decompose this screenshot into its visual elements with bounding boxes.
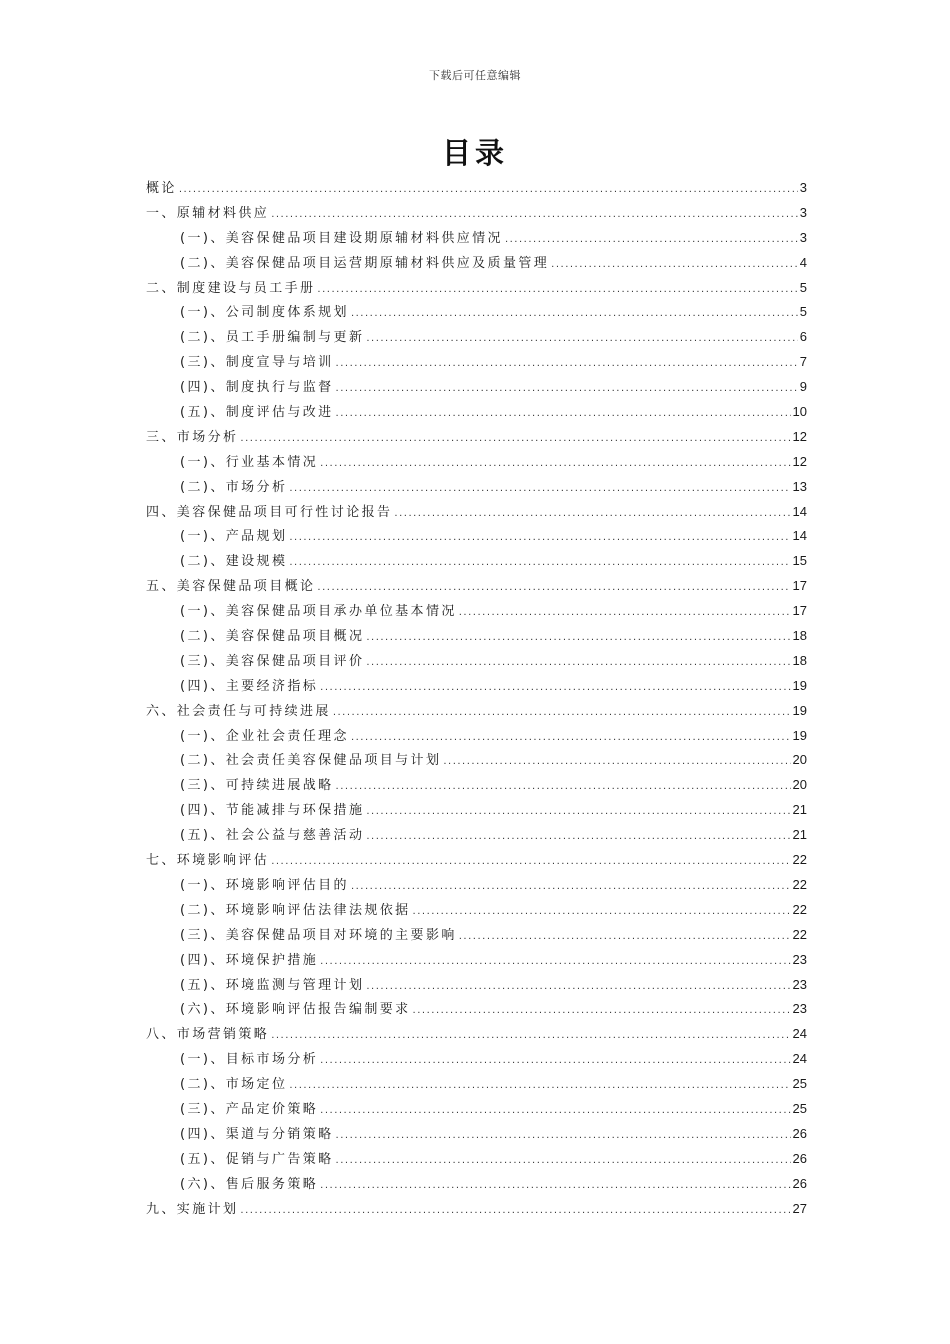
toc-dot-leader — [240, 1199, 790, 1224]
toc-page-number: 21 — [792, 827, 807, 843]
toc-page-number: 12 — [792, 428, 807, 444]
toc-page-number: 22 — [792, 926, 807, 942]
toc-dot-leader — [366, 651, 790, 676]
toc-entry-label: (二)、员工手册编制与更新 — [180, 330, 365, 346]
toc-dot-leader — [271, 203, 798, 228]
toc-entry[interactable] — [146, 1172, 807, 1197]
toc-page-number: 3 — [799, 180, 807, 195]
toc-page-number: 4 — [799, 254, 807, 270]
toc-entry[interactable] — [146, 1147, 807, 1172]
toc-entry[interactable] — [146, 176, 807, 201]
toc-entry[interactable] — [146, 1197, 807, 1222]
toc-page-number: 20 — [792, 777, 807, 793]
toc-entry-label: 七、环境影响评估 — [146, 853, 270, 869]
toc-entry[interactable] — [146, 748, 807, 773]
toc-page-number: 3 — [799, 204, 807, 220]
toc-page-number: 19 — [792, 727, 807, 743]
toc-dot-leader — [336, 377, 798, 402]
toc-entry-label: (一)、美容保健品项目承办单位基本情况 — [180, 604, 457, 620]
toc-page-number: 5 — [799, 304, 807, 320]
toc-dot-leader — [366, 825, 790, 850]
toc-entry-label: (三)、美容保健品项目对环境的主要影响 — [180, 927, 457, 943]
toc-entry-label: 六、社会责任与可持续进展 — [146, 703, 331, 719]
toc-entry-label: (四)、渠道与分销策略 — [180, 1126, 334, 1142]
toc-dot-leader — [505, 228, 798, 253]
toc-dot-leader — [271, 1024, 790, 1049]
toc-page-number: 13 — [792, 478, 807, 494]
toc-page-number: 24 — [792, 1051, 807, 1067]
toc-page-number: 22 — [792, 876, 807, 892]
toc-entry[interactable] — [146, 549, 807, 574]
toc-dot-leader — [413, 900, 791, 925]
toc-page-number: 17 — [792, 603, 807, 619]
toc-entry-label: (一)、产品规划 — [180, 529, 288, 545]
toc-entry[interactable] — [146, 848, 807, 873]
toc-dot-leader — [351, 726, 791, 751]
toc-entry[interactable] — [146, 973, 807, 998]
toc-entry-label: (四)、主要经济指标 — [180, 678, 319, 694]
toc-dot-leader — [366, 975, 790, 1000]
toc-dot-leader — [366, 626, 790, 651]
toc-entry-label: (二)、美容保健品项目概况 — [180, 629, 365, 645]
toc-page-number: 26 — [792, 1175, 807, 1191]
toc-entry-label: (五)、环境监测与管理计划 — [180, 977, 365, 993]
toc-entry[interactable] — [146, 649, 807, 674]
toc-entry[interactable] — [146, 475, 807, 500]
toc-page-number: 26 — [792, 1150, 807, 1166]
toc-entry[interactable] — [146, 1122, 807, 1147]
toc-dot-leader — [317, 278, 797, 303]
toc-page-number: 7 — [799, 354, 807, 370]
toc-entry-label: (三)、产品定价策略 — [180, 1101, 319, 1117]
toc-entry-label: (二)、社会责任美容保健品项目与计划 — [180, 753, 442, 769]
toc-dot-leader — [336, 1149, 791, 1174]
toc-entry-label: (三)、美容保健品项目评价 — [180, 653, 365, 669]
toc-entry[interactable] — [146, 1072, 807, 1097]
toc-page-number: 3 — [799, 229, 807, 245]
toc-dot-leader — [320, 452, 790, 477]
toc-entry[interactable] — [146, 325, 807, 350]
toc-entry[interactable] — [146, 400, 807, 425]
toc-page-number: 23 — [792, 951, 807, 967]
toc-dot-leader — [289, 477, 790, 502]
toc-entry[interactable] — [146, 425, 807, 450]
toc-page-number: 14 — [792, 503, 807, 519]
toc-entry[interactable] — [146, 201, 807, 226]
toc-dot-leader — [351, 302, 798, 327]
toc-entry-label: (四)、制度执行与监督 — [180, 380, 334, 396]
toc-entry-label: 一、原辅材料供应 — [146, 205, 270, 221]
toc-entry[interactable] — [146, 948, 807, 973]
toc-entry[interactable] — [146, 823, 807, 848]
toc-dot-leader — [317, 576, 790, 601]
toc-entry[interactable] — [146, 276, 807, 301]
toc-page-number: 10 — [792, 404, 807, 420]
toc-entry-label: (五)、制度评估与改进 — [180, 405, 334, 421]
toc-entry[interactable] — [146, 1047, 807, 1072]
toc-entry-label: 八、市场营销策略 — [146, 1027, 270, 1043]
toc-dot-leader — [289, 526, 790, 551]
table-of-contents — [146, 176, 807, 1221]
toc-dot-leader — [320, 676, 790, 701]
toc-entry-label: (四)、节能减排与环保措施 — [180, 803, 365, 819]
toc-entry[interactable] — [146, 997, 807, 1022]
page-title: 目录 — [441, 136, 508, 170]
toc-dot-leader — [179, 178, 798, 203]
toc-dot-leader — [366, 800, 790, 825]
toc-dot-leader — [336, 352, 798, 377]
toc-dot-leader — [320, 1049, 790, 1074]
toc-dot-leader — [320, 950, 790, 975]
toc-entry-label: (二)、市场分析 — [180, 479, 288, 495]
toc-dot-leader — [459, 601, 791, 626]
toc-dot-leader — [336, 1124, 791, 1149]
toc-dot-leader — [336, 402, 791, 427]
toc-entry-label: (五)、促销与广告策略 — [180, 1151, 334, 1167]
toc-entry[interactable] — [146, 226, 807, 251]
toc-entry[interactable] — [146, 724, 807, 749]
toc-dot-leader — [551, 253, 798, 278]
toc-entry-label: (六)、售后服务策略 — [180, 1176, 319, 1192]
toc-entry-label: (二)、美容保健品项目运营期原辅材料供应及质量管理 — [180, 255, 550, 271]
toc-page-number: 19 — [792, 677, 807, 693]
toc-page-number: 25 — [792, 1076, 807, 1092]
toc-entry[interactable] — [146, 300, 807, 325]
toc-entry[interactable] — [146, 375, 807, 400]
toc-entry[interactable] — [146, 500, 807, 525]
toc-dot-leader — [459, 925, 791, 950]
toc-entry-label: (一)、美容保健品项目建设期原辅材料供应情况 — [180, 230, 503, 246]
toc-page-number: 14 — [792, 528, 807, 544]
toc-dot-leader — [271, 850, 790, 875]
toc-page-number: 18 — [792, 652, 807, 668]
toc-dot-leader — [443, 750, 790, 775]
toc-entry[interactable] — [146, 574, 807, 599]
toc-page-number: 21 — [792, 802, 807, 818]
toc-page-number: 6 — [799, 329, 807, 345]
toc-entry[interactable] — [146, 699, 807, 724]
toc-dot-leader — [394, 502, 790, 527]
toc-page-number: 23 — [792, 1001, 807, 1017]
toc-entry-label: (一)、公司制度体系规划 — [180, 305, 349, 321]
toc-page-number: 12 — [792, 453, 807, 469]
toc-entry-label: (一)、企业社会责任理念 — [180, 728, 349, 744]
toc-dot-leader — [320, 1174, 790, 1199]
toc-entry-label: (二)、建设规模 — [180, 554, 288, 570]
toc-page-number: 24 — [792, 1026, 807, 1042]
toc-entry-label: (五)、社会公益与慈善活动 — [180, 828, 365, 844]
toc-page-number: 19 — [792, 702, 807, 718]
toc-entry[interactable] — [146, 773, 807, 798]
toc-dot-leader — [289, 1074, 790, 1099]
toc-page-number: 23 — [792, 976, 807, 992]
toc-entry-label: (一)、目标市场分析 — [180, 1052, 319, 1068]
toc-page-number: 25 — [792, 1100, 807, 1116]
toc-dot-leader — [240, 427, 790, 452]
toc-entry[interactable] — [146, 923, 807, 948]
toc-entry-label: (二)、市场定位 — [180, 1077, 288, 1093]
toc-entry-label: 四、美容保健品项目可行性讨论报告 — [146, 504, 393, 520]
toc-page-number: 27 — [792, 1200, 807, 1216]
toc-dot-leader — [289, 551, 790, 576]
toc-page-number: 15 — [792, 553, 807, 569]
toc-entry[interactable] — [146, 599, 807, 624]
toc-dot-leader — [336, 775, 791, 800]
toc-entry-label: 九、实施计划 — [146, 1201, 239, 1217]
toc-dot-leader — [413, 999, 791, 1024]
toc-dot-leader — [351, 875, 791, 900]
toc-page-number: 5 — [799, 279, 807, 295]
toc-entry-label: (一)、行业基本情况 — [180, 454, 319, 470]
toc-dot-leader — [320, 1099, 790, 1124]
toc-entry[interactable] — [146, 524, 807, 549]
toc-entry-label: (三)、可持续进展战略 — [180, 778, 334, 794]
toc-entry-label: (二)、环境影响评估法律法规依据 — [180, 902, 411, 918]
toc-entry-label: (六)、环境影响评估报告编制要求 — [180, 1002, 411, 1018]
toc-page-number: 22 — [792, 901, 807, 917]
toc-dot-leader — [366, 327, 797, 352]
toc-page-number: 20 — [792, 752, 807, 768]
toc-entry-label: 五、美容保健品项目概论 — [146, 579, 316, 595]
toc-dot-leader — [333, 701, 791, 726]
toc-entry[interactable] — [146, 898, 807, 923]
toc-entry-label: (四)、环境保护措施 — [180, 952, 319, 968]
toc-entry[interactable] — [146, 251, 807, 276]
toc-entry[interactable] — [146, 624, 807, 649]
toc-entry[interactable] — [146, 1097, 807, 1122]
toc-entry[interactable] — [146, 450, 807, 475]
toc-entry[interactable] — [146, 798, 807, 823]
toc-page-number: 26 — [792, 1125, 807, 1141]
toc-entry[interactable] — [146, 350, 807, 375]
toc-entry-label: 概论 — [146, 181, 177, 196]
toc-entry-label: (一)、环境影响评估目的 — [180, 877, 349, 893]
toc-entry[interactable] — [146, 674, 807, 699]
toc-entry[interactable] — [146, 1022, 807, 1047]
page-header-note: 下载后可任意编辑 — [429, 69, 521, 82]
toc-entry-label: 三、市场分析 — [146, 429, 239, 445]
toc-entry[interactable] — [146, 873, 807, 898]
toc-page-number: 9 — [799, 379, 807, 395]
toc-page-number: 22 — [792, 852, 807, 868]
toc-page-number: 17 — [792, 578, 807, 594]
toc-page-number: 18 — [792, 628, 807, 644]
toc-entry-label: 二、制度建设与员工手册 — [146, 280, 316, 296]
toc-entry-label: (三)、制度宣导与培训 — [180, 355, 334, 371]
